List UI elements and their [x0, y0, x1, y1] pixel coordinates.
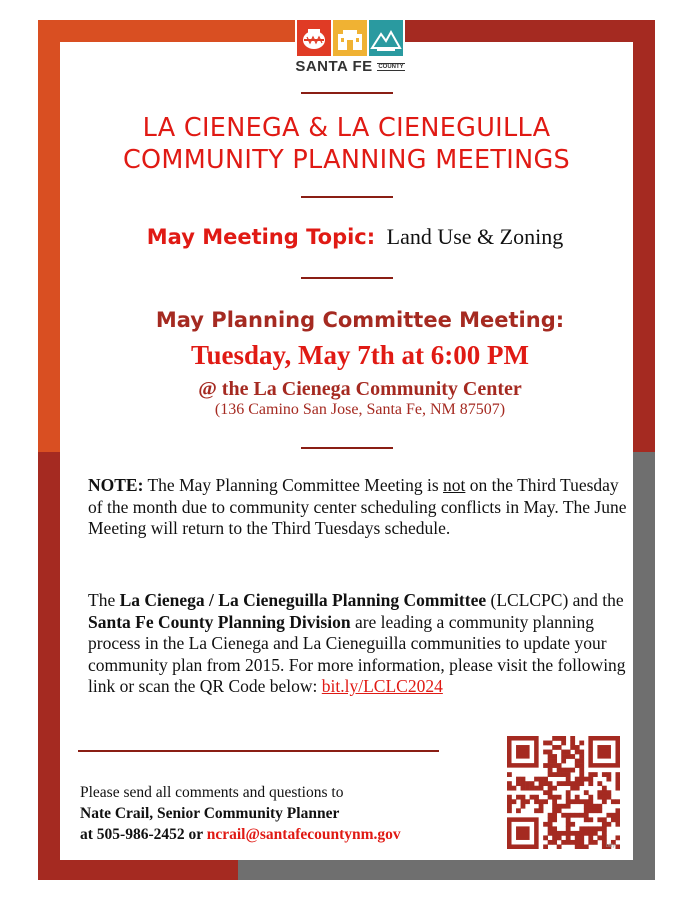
adobe-building-icon [333, 20, 367, 56]
contact-line-3: at 505-986-2452 or ncrail@santafecountynm.gov [80, 826, 401, 843]
santa-fe-county-logo [295, 20, 405, 76]
pottery-icon [297, 20, 331, 56]
divider [301, 92, 393, 94]
divider [301, 277, 393, 279]
contact-block [80, 782, 500, 845]
contact-email[interactable]: ncrail@santafecountynm.gov [206, 826, 401, 843]
frame-left-lower [38, 452, 60, 880]
committee-name: La Cienega / La Cieneguilla Planning Committee [119, 590, 487, 610]
about-paragraph: The La Cienega / La Cieneguilla Planning Committee (LCLCPC) and the Santa Fe County Planning Division are leading a community planning process in the La Cienega and La Cieneguilla communities to update your community plan from 2015. For more information, please visit the following link or scan the QR Code below: bit.ly/LCLC2024 [88, 590, 626, 696]
topic-value: Land Use & Zoning [386, 224, 564, 249]
meeting-heading: May Planning Committee Meeting: [155, 308, 565, 332]
note-paragraph: NOTE: The May Planning Committee Meeting is not on the Third Tuesday of the month due to community center scheduling conflicts in May. The June Meeting will return to the Third Tuesdays schedule. [88, 475, 627, 538]
frame-left-upper [38, 20, 60, 452]
topic-label: May Meeting Topic: [146, 225, 376, 249]
frame-top-left [38, 20, 295, 42]
qr-caption: bitly [606, 843, 615, 849]
divider [301, 447, 393, 449]
info-link[interactable]: bit.ly/LCLC2024 [321, 676, 443, 696]
contact-line-1: Please send all comments and questions to [80, 784, 344, 801]
meeting-date: Tuesday, May 7th at 6:00 PM [190, 340, 529, 370]
note-emphasis: not [443, 475, 466, 495]
mountain-icon [369, 20, 403, 56]
contact-name: Nate Crail, Senior Community Planner [80, 805, 340, 822]
divider [301, 196, 393, 198]
frame-bottom-left [38, 860, 238, 880]
note-label: NOTE: [88, 475, 144, 495]
meeting-address: (136 Camino San Jose, Santa Fe, NM 87507) [214, 401, 506, 418]
logo-text: SANTA FE COUNTY [295, 58, 404, 75]
page-title [60, 112, 633, 176]
frame-right-lower [633, 452, 655, 880]
title-line-2: COMMUNITY PLANNING MEETINGS [122, 145, 571, 175]
divider [78, 750, 439, 752]
qr-code[interactable] [507, 736, 620, 849]
meeting-topic [60, 224, 650, 250]
frame-top-right [405, 20, 655, 42]
division-name: Santa Fe County Planning Division [88, 611, 351, 632]
title-line-1: LA CIENEGA & LA CIENEGUILLA [142, 113, 551, 143]
meeting-location: @ the La Cienega Community Center [198, 378, 522, 400]
